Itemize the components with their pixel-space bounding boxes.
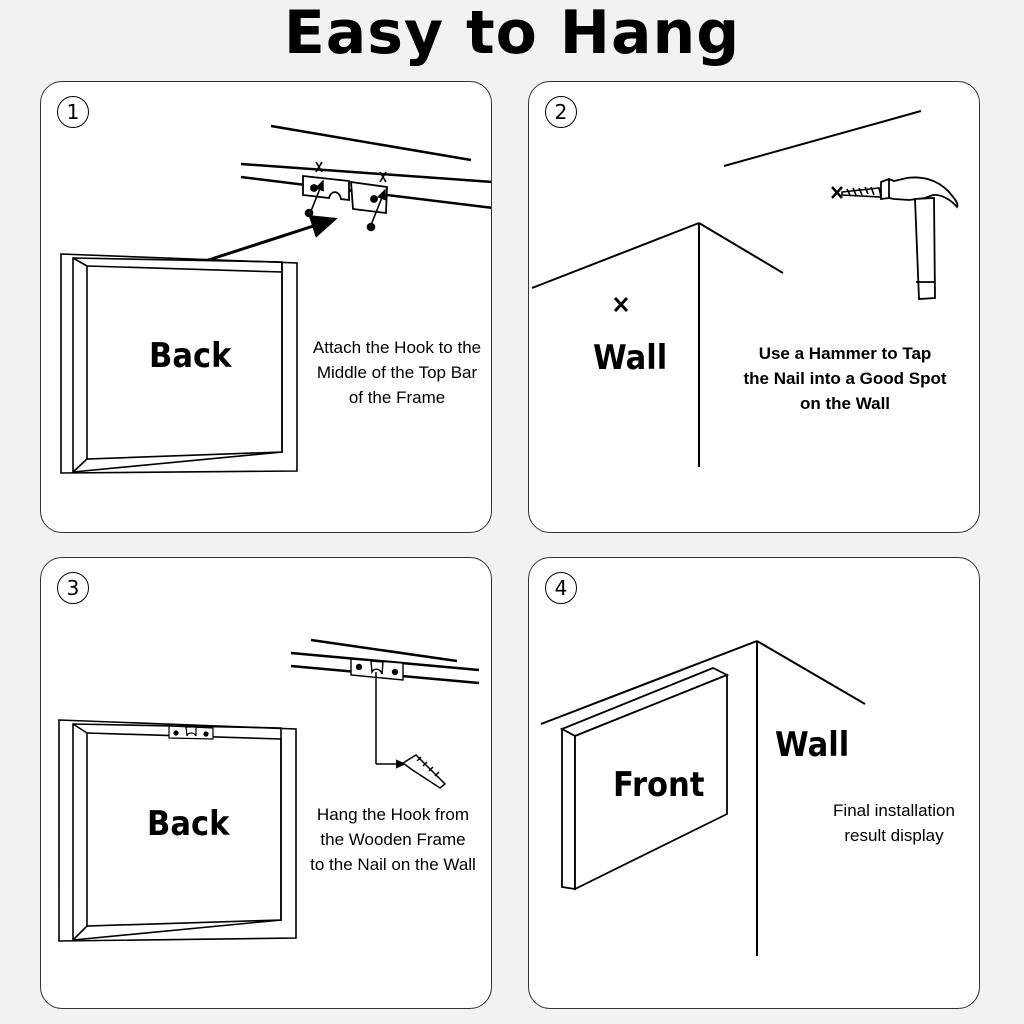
arrow-icon bbox=[193, 219, 335, 265]
page-title: Easy to Hang bbox=[283, 0, 741, 68]
step-3-illustration bbox=[41, 558, 492, 1009]
caption-line: the Nail into a Good Spot bbox=[743, 369, 947, 388]
step-1-number: 1 bbox=[57, 96, 89, 128]
caption-line: to the Nail on the Wall bbox=[310, 855, 476, 874]
caption-line: on the Wall bbox=[799, 394, 891, 413]
back-label: Back bbox=[149, 336, 232, 376]
step-1-caption bbox=[297, 335, 492, 410]
step-4-caption bbox=[803, 798, 980, 848]
step-1-panel bbox=[40, 81, 492, 533]
back-label: Back bbox=[147, 804, 230, 844]
caption-line: Hang the Hook from bbox=[316, 805, 470, 824]
hammer-icon bbox=[881, 177, 958, 299]
step-3-caption bbox=[293, 802, 492, 877]
step-4-panel bbox=[528, 557, 980, 1009]
step-3-number: 3 bbox=[57, 572, 89, 604]
caption-line: Use a Hammer to Tap bbox=[758, 344, 932, 363]
sawtooth-hook-icon bbox=[303, 176, 387, 213]
step-4-number: 4 bbox=[545, 572, 577, 604]
step-2-illustration bbox=[529, 82, 980, 533]
front-label: Front bbox=[613, 765, 705, 805]
x-mark-icon bbox=[615, 298, 627, 311]
wall-label: Wall bbox=[593, 338, 668, 378]
caption-line: Middle of the Top Bar bbox=[316, 363, 478, 382]
step-1-illustration bbox=[41, 82, 492, 533]
step-2-number: 2 bbox=[545, 96, 577, 128]
caption-line: Final installation bbox=[833, 801, 955, 820]
sawtooth-hook-icon bbox=[351, 659, 403, 680]
caption-line: Attach the Hook to the bbox=[312, 338, 482, 357]
caption-line: result display bbox=[844, 826, 944, 845]
step-3-panel bbox=[40, 557, 492, 1009]
sawtooth-hook-icon bbox=[169, 726, 213, 739]
step-2-panel bbox=[528, 81, 980, 533]
nail-icon bbox=[832, 187, 881, 198]
caption-line: the Wooden Frame bbox=[320, 830, 466, 849]
step-2-caption bbox=[725, 341, 965, 416]
caption-line: of the Frame bbox=[348, 388, 446, 407]
wall-label: Wall bbox=[775, 725, 850, 765]
nail-icon bbox=[403, 755, 445, 788]
step-4-illustration bbox=[529, 558, 980, 1009]
arrow-icon bbox=[376, 672, 405, 764]
